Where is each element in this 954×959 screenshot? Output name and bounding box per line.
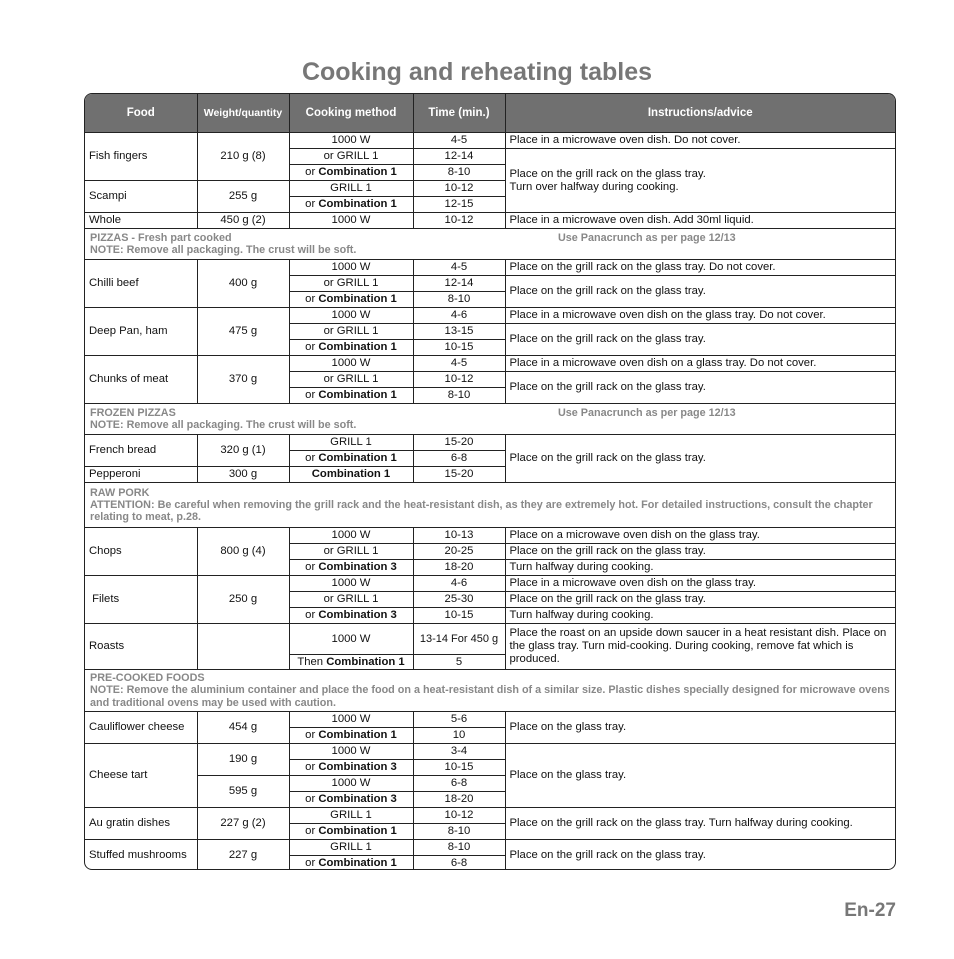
weight-cell: 595 g [197, 776, 289, 808]
section-raw-pork: RAW PORK ATTENTION: Be careful when removing the grill rack and the heat-resistant dish, as they are extremely hot. For detailed instructions, consult the chapter relating to meat, p.28. [85, 483, 895, 528]
section-row [85, 229, 895, 260]
page-number: En-27 [844, 900, 896, 921]
table-row [85, 808, 895, 824]
instruction-cell: Place on the glass tray. [505, 712, 895, 744]
method-cell: or Combination 1 [289, 388, 413, 404]
weight-cell: 210 g (8) [197, 133, 289, 181]
section-pre-cooked: PRE-COOKED FOODS NOTE: Remove the aluminium container and place the food on a heat-resistant dish of a similar size. Plastic dishes specially designed for microwave ovens and traditional ovens may be used with caution. [85, 670, 895, 712]
instruction-cell: Place on the grill rack on the glass tray. [505, 276, 895, 308]
table-row [85, 133, 895, 149]
instruction-cell: Turn halfway during cooking. [505, 560, 895, 576]
weight-cell: 475 g [197, 308, 289, 356]
time-cell: 12-15 [413, 197, 505, 213]
table-row [85, 712, 895, 728]
time-cell: 5 [413, 655, 505, 670]
time-cell: 4-5 [413, 133, 505, 149]
food-cell: Fish fingers [85, 133, 197, 181]
time-cell: 8-10 [413, 165, 505, 181]
time-cell: 4-6 [413, 308, 505, 324]
food-cell: Roasts [85, 624, 197, 670]
time-cell: 10-13 [413, 528, 505, 544]
time-cell: 6-8 [413, 451, 505, 467]
method-cell: Combination 1 [289, 467, 413, 483]
section-pizzas-fresh: PIZZAS - Fresh part cooked Use Panacrunch as per page 12/13 NOTE: Remove all packaging. The crust will be soft. [85, 229, 895, 260]
time-cell: 10-12 [413, 213, 505, 229]
table-row [85, 356, 895, 372]
method-cell: 1000 W [289, 776, 413, 792]
section-row [85, 404, 895, 435]
page-title: Cooking and reheating tables [301, 58, 653, 86]
food-cell: Scampi [85, 181, 197, 213]
method-cell: or Combination 1 [289, 165, 413, 181]
instruction-cell: Place on the grill rack on the glass tray. [505, 435, 895, 483]
time-cell: 8-10 [413, 388, 505, 404]
time-cell: 10-15 [413, 340, 505, 356]
time-cell: 13-15 [413, 324, 505, 340]
method-cell: 1000 W [289, 308, 413, 324]
food-cell: Deep Pan, ham [85, 308, 197, 356]
instruction-cell: Place in a microwave oven dish on the glass tray. Do not cover. [505, 308, 895, 324]
method-cell: 1000 W [289, 712, 413, 728]
table-row [85, 528, 895, 544]
method-cell: Then Combination 1 [289, 655, 413, 670]
time-cell: 10-15 [413, 608, 505, 624]
time-cell: 20-25 [413, 544, 505, 560]
section-row [85, 483, 895, 528]
method-cell: 1000 W [289, 356, 413, 372]
weight-cell: 450 g (2) [197, 213, 289, 229]
method-cell: or GRILL 1 [289, 592, 413, 608]
method-cell: or Combination 3 [289, 792, 413, 808]
weight-cell: 190 g [197, 744, 289, 776]
instruction-cell: Place on the grill rack on the glass tray. Turn halfway during cooking. [505, 808, 895, 840]
food-cell: Stuffed mushrooms [85, 840, 197, 871]
weight-cell: 370 g [197, 356, 289, 404]
time-cell: 25-30 [413, 592, 505, 608]
method-cell: or Combination 1 [289, 292, 413, 308]
time-cell: 15-20 [413, 467, 505, 483]
method-cell: 1000 W [289, 133, 413, 149]
method-cell: or GRILL 1 [289, 372, 413, 388]
instruction-cell: Place in a microwave oven dish. Add 30ml liquid. [505, 213, 895, 229]
method-cell: or Combination 1 [289, 451, 413, 467]
time-cell: 4-5 [413, 260, 505, 276]
instruction-cell: Place the roast on an upside down saucer in a heat resistant dish. Place on the glass tray. Turn mid-cooking. During cooking, remove fat which is produced. [505, 624, 895, 670]
food-cell: Au gratin dishes [85, 808, 197, 840]
food-cell: French bread [85, 435, 197, 467]
method-cell: or GRILL 1 [289, 324, 413, 340]
header-food: Food [85, 94, 197, 133]
table-row [85, 260, 895, 276]
method-cell: 1000 W [289, 576, 413, 592]
time-cell: 8-10 [413, 840, 505, 856]
method-cell: or Combination 3 [289, 608, 413, 624]
method-cell: or Combination 1 [289, 824, 413, 840]
method-cell: or Combination 3 [289, 560, 413, 576]
instruction-cell: Place on a microwave oven dish on the glass tray. [505, 528, 895, 544]
instruction-cell: Place on the glass tray. [505, 744, 895, 808]
table-row [85, 435, 895, 451]
time-cell: 10-12 [413, 181, 505, 197]
method-cell: 1000 W [289, 624, 413, 655]
instruction-cell: Turn halfway during cooking. [505, 608, 895, 624]
weight-cell: 800 g (4) [197, 528, 289, 576]
method-cell: GRILL 1 [289, 181, 413, 197]
method-cell: or GRILL 1 [289, 149, 413, 165]
weight-cell: 320 g (1) [197, 435, 289, 467]
header-weight: Weight/quantity [197, 94, 289, 133]
time-cell: 18-20 [413, 792, 505, 808]
instruction-cell: Place on the grill rack on the glass tray. [505, 840, 895, 871]
time-cell: 6-8 [413, 776, 505, 792]
weight-cell: 227 g [197, 840, 289, 871]
instruction-cell: Place on the grill rack on the glass tray. [505, 372, 895, 404]
food-cell: Chilli beef [85, 260, 197, 308]
time-cell: 10 [413, 728, 505, 744]
weight-cell [197, 624, 289, 670]
time-cell: 4-6 [413, 576, 505, 592]
time-cell: 10-12 [413, 372, 505, 388]
food-cell: Pepperoni [85, 467, 197, 483]
time-cell: 5-6 [413, 712, 505, 728]
time-cell: 13-14 For 450 g [413, 624, 505, 655]
time-cell: 10-15 [413, 760, 505, 776]
instruction-cell: Place on the grill rack on the glass tray. [505, 544, 895, 560]
section-row [85, 670, 895, 712]
instruction-cell: Place on the grill rack on the glass tray. Do not cover. [505, 260, 895, 276]
weight-cell: 250 g [197, 576, 289, 624]
method-cell: or Combination 1 [289, 728, 413, 744]
method-cell: or Combination 3 [289, 760, 413, 776]
method-cell: or Combination 1 [289, 197, 413, 213]
method-cell: 1000 W [289, 260, 413, 276]
time-cell: 12-14 [413, 276, 505, 292]
instruction-cell: Place in a microwave oven dish on the glass tray. [505, 576, 895, 592]
method-cell: or GRILL 1 [289, 544, 413, 560]
instruction-cell: Place on the grill rack on the glass tray. Turn over halfway during cooking. [505, 149, 895, 213]
food-cell: Whole [85, 213, 197, 229]
instruction-cell: Place on the grill rack on the glass tray. [505, 324, 895, 356]
table-row [85, 213, 895, 229]
weight-cell: 300 g [197, 467, 289, 483]
method-cell: GRILL 1 [289, 435, 413, 451]
method-cell: GRILL 1 [289, 808, 413, 824]
weight-cell: 454 g [197, 712, 289, 744]
method-cell: 1000 W [289, 528, 413, 544]
instruction-cell: Place in a microwave oven dish on a glass tray. Do not cover. [505, 356, 895, 372]
instruction-cell: Place on the grill rack on the glass tray. [505, 592, 895, 608]
time-cell: 10-12 [413, 808, 505, 824]
header-method: Cooking method [289, 94, 413, 133]
time-cell: 4-5 [413, 356, 505, 372]
header-instructions: Instructions/advice [505, 94, 895, 133]
time-cell: 15-20 [413, 435, 505, 451]
time-cell: 8-10 [413, 292, 505, 308]
table-row [85, 840, 895, 856]
time-cell: 12-14 [413, 149, 505, 165]
method-cell: or Combination 1 [289, 856, 413, 871]
method-cell: or GRILL 1 [289, 276, 413, 292]
instruction-cell: Place in a microwave oven dish. Do not cover. [505, 133, 895, 149]
weight-cell: 255 g [197, 181, 289, 213]
section-frozen-pizzas: FROZEN PIZZAS Use Panacrunch as per page 12/13 NOTE: Remove all packaging. The crust will be soft. [85, 404, 895, 435]
method-cell: or Combination 1 [289, 340, 413, 356]
time-cell: 3-4 [413, 744, 505, 760]
time-cell: 6-8 [413, 856, 505, 871]
table-row [85, 744, 895, 760]
method-cell: 1000 W [289, 213, 413, 229]
table-row [85, 624, 895, 655]
food-cell: Cheese tart [85, 744, 197, 808]
table-row [85, 576, 895, 592]
food-cell: Chops [85, 528, 197, 576]
weight-cell: 400 g [197, 260, 289, 308]
method-cell: 1000 W [289, 744, 413, 760]
method-cell: GRILL 1 [289, 840, 413, 856]
food-cell: Cauliflower cheese [85, 712, 197, 744]
food-cell: Chunks of meat [85, 356, 197, 404]
weight-cell: 227 g (2) [197, 808, 289, 840]
table-header-row [85, 94, 895, 133]
header-time: Time (min.) [413, 94, 505, 133]
time-cell: 18-20 [413, 560, 505, 576]
table-row [85, 308, 895, 324]
time-cell: 8-10 [413, 824, 505, 840]
food-cell: Filets [85, 576, 197, 624]
cooking-table [84, 93, 896, 870]
